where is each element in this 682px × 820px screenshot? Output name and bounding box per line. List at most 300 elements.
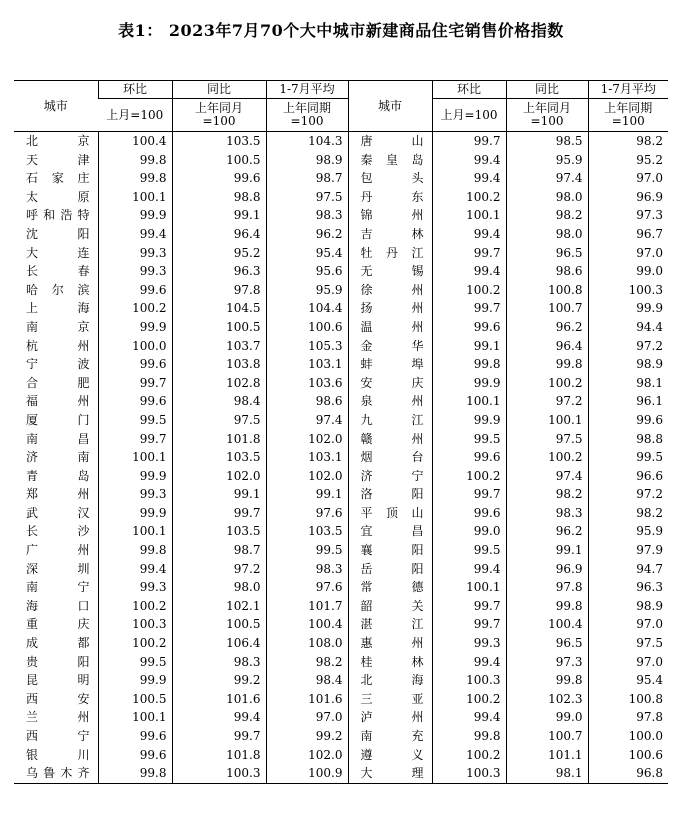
table-row — [14, 578, 668, 597]
mom-value-right: 99.9 — [432, 411, 506, 430]
ytd-value-right: 95.4 — [588, 671, 668, 690]
ytd-value-left: 108.0 — [266, 634, 348, 653]
ytd-value-right: 97.0 — [588, 653, 668, 672]
yoy-value-left: 97.5 — [172, 411, 266, 430]
table-row — [14, 690, 668, 709]
mom-value-left: 99.3 — [98, 244, 172, 263]
city-name-text: 海口 — [26, 598, 90, 613]
ytd-value-left: 99.5 — [266, 541, 348, 560]
ytd-value-right: 99.9 — [588, 299, 668, 318]
city-name-text: 重庆 — [26, 617, 90, 632]
city-name-text: 泸州 — [360, 710, 424, 725]
mom-value-right: 99.7 — [432, 597, 506, 616]
yoy-value-right: 97.2 — [506, 392, 588, 411]
mom-value-left: 99.3 — [98, 485, 172, 504]
city-name-left — [14, 299, 98, 318]
city-name-text: 韶关 — [360, 598, 424, 613]
city-name-text: 锦州 — [360, 208, 424, 223]
table-row — [14, 318, 668, 337]
city-name-text: 济宁 — [360, 468, 424, 483]
city-name-left — [14, 578, 98, 597]
city-name-text: 呼和浩特 — [26, 208, 90, 223]
ytd-value-left: 97.5 — [266, 188, 348, 207]
city-name-text: 合肥 — [26, 375, 90, 390]
table-row — [14, 560, 668, 579]
table-row — [14, 504, 668, 523]
ytd-value-right: 96.9 — [588, 188, 668, 207]
ytd-value-left: 95.9 — [266, 281, 348, 300]
ytd-value-right: 98.1 — [588, 374, 668, 393]
city-name-left — [14, 392, 98, 411]
table-row — [14, 764, 668, 783]
ytd-value-right: 98.9 — [588, 597, 668, 616]
city-name-right — [348, 504, 432, 523]
yoy-value-left: 103.5 — [172, 448, 266, 467]
yoy-value-left: 98.0 — [172, 578, 266, 597]
city-name-text: 广州 — [26, 543, 90, 558]
yoy-value-left: 98.8 — [172, 188, 266, 207]
table-row — [14, 727, 668, 746]
city-name-right — [348, 727, 432, 746]
city-name-text: 秦皇岛 — [360, 152, 424, 167]
city-name-right — [348, 430, 432, 449]
city-name-left — [14, 281, 98, 300]
yoy-value-right: 99.8 — [506, 671, 588, 690]
ytd-value-left: 102.0 — [266, 467, 348, 486]
header-ytd-right: 1-7月平均 — [588, 81, 668, 99]
mom-value-left: 100.5 — [98, 690, 172, 709]
ytd-value-left: 98.3 — [266, 560, 348, 579]
mom-value-right: 100.3 — [432, 764, 506, 783]
city-name-left — [14, 615, 98, 634]
mom-value-left: 100.4 — [98, 132, 172, 151]
city-name-right — [348, 151, 432, 170]
city-name-text: 宜昌 — [360, 524, 424, 539]
yoy-value-right: 97.4 — [506, 169, 588, 188]
table-row — [14, 671, 668, 690]
ytd-value-right: 94.7 — [588, 560, 668, 579]
ytd-value-left: 98.3 — [266, 206, 348, 225]
mom-value-right: 99.4 — [432, 225, 506, 244]
ytd-value-right: 96.1 — [588, 392, 668, 411]
mom-value-left: 99.5 — [98, 411, 172, 430]
city-name-left — [14, 430, 98, 449]
city-name-right — [348, 355, 432, 374]
ytd-value-right: 97.8 — [588, 708, 668, 727]
city-name-left — [14, 708, 98, 727]
yoy-value-right: 95.9 — [506, 151, 588, 170]
city-name-text: 青岛 — [26, 468, 90, 483]
table-row — [14, 448, 668, 467]
table-row — [14, 355, 668, 374]
yoy-value-right: 100.2 — [506, 448, 588, 467]
city-name-left — [14, 244, 98, 263]
city-name-text: 宁波 — [26, 357, 90, 372]
city-name-text: 大连 — [26, 245, 90, 260]
yoy-value-left: 101.6 — [172, 690, 266, 709]
city-name-text: 吉林 — [360, 226, 424, 241]
yoy-value-left: 100.5 — [172, 318, 266, 337]
header-yoy-base-left: 上年同月 =100 — [172, 99, 266, 132]
mom-value-right: 99.7 — [432, 132, 506, 151]
city-name-left — [14, 188, 98, 207]
table-row — [14, 522, 668, 541]
table-row — [14, 374, 668, 393]
city-name-right — [348, 206, 432, 225]
city-name-text: 上海 — [26, 301, 90, 316]
city-name-left — [14, 634, 98, 653]
mom-value-right: 99.5 — [432, 430, 506, 449]
mom-value-right: 99.8 — [432, 355, 506, 374]
ytd-value-right: 98.9 — [588, 355, 668, 374]
header-ytd-base-right: 上年同期 =100 — [588, 99, 668, 132]
mom-value-left: 99.9 — [98, 504, 172, 523]
ytd-value-left: 103.1 — [266, 355, 348, 374]
price-index-table — [14, 80, 668, 784]
ytd-value-left: 98.6 — [266, 392, 348, 411]
table-row — [14, 132, 668, 151]
city-name-left — [14, 225, 98, 244]
ytd-value-left: 105.3 — [266, 337, 348, 356]
city-name-text: 三亚 — [360, 691, 424, 706]
ytd-value-left: 99.1 — [266, 485, 348, 504]
yoy-value-right: 97.4 — [506, 467, 588, 486]
header-city-right: 城市 — [348, 81, 432, 132]
yoy-value-right: 96.2 — [506, 522, 588, 541]
city-name-left — [14, 485, 98, 504]
city-name-text: 太原 — [26, 189, 90, 204]
yoy-value-left: 96.3 — [172, 262, 266, 281]
city-name-text: 沈阳 — [26, 226, 90, 241]
table-row — [14, 392, 668, 411]
ytd-value-left: 100.6 — [266, 318, 348, 337]
city-name-text: 九江 — [360, 412, 424, 427]
mom-value-left: 99.8 — [98, 541, 172, 560]
ytd-value-right: 95.9 — [588, 522, 668, 541]
table-row — [14, 708, 668, 727]
mom-value-right: 99.6 — [432, 318, 506, 337]
mom-value-left: 99.4 — [98, 560, 172, 579]
city-name-right — [348, 188, 432, 207]
mom-value-right: 100.2 — [432, 690, 506, 709]
table-row — [14, 485, 668, 504]
table-row — [14, 467, 668, 486]
yoy-value-right: 99.8 — [506, 355, 588, 374]
city-name-right — [348, 392, 432, 411]
city-name-text: 南充 — [360, 729, 424, 743]
city-name-left — [14, 262, 98, 281]
mom-value-right: 100.2 — [432, 746, 506, 765]
city-name-text: 洛阳 — [360, 487, 424, 502]
city-name-left — [14, 337, 98, 356]
yoy-value-left: 100.5 — [172, 615, 266, 634]
table-row — [14, 597, 668, 616]
table-row — [14, 615, 668, 634]
city-name-text: 石家庄 — [26, 171, 90, 186]
yoy-value-left: 98.3 — [172, 653, 266, 672]
yoy-value-right: 101.1 — [506, 746, 588, 765]
yoy-value-right: 98.2 — [506, 485, 588, 504]
city-name-left — [14, 541, 98, 560]
yoy-value-right: 96.9 — [506, 560, 588, 579]
mom-value-right: 99.6 — [432, 504, 506, 523]
mom-value-right: 99.4 — [432, 560, 506, 579]
city-name-text: 无锡 — [360, 264, 424, 279]
city-name-text: 襄阳 — [360, 543, 424, 558]
mom-value-left: 99.9 — [98, 671, 172, 690]
city-name-text: 南京 — [26, 319, 90, 334]
city-name-text: 烟台 — [360, 450, 424, 465]
city-name-right — [348, 448, 432, 467]
ytd-value-left: 100.4 — [266, 615, 348, 634]
city-name-right — [348, 299, 432, 318]
city-name-left — [14, 597, 98, 616]
yoy-value-right: 97.8 — [506, 578, 588, 597]
city-name-right — [348, 746, 432, 765]
header-ytd-left: 1-7月平均 — [266, 81, 348, 99]
mom-value-left: 99.5 — [98, 653, 172, 672]
city-name-text: 常德 — [360, 580, 424, 595]
yoy-value-right: 98.1 — [506, 764, 588, 783]
yoy-value-right: 96.5 — [506, 634, 588, 653]
mom-value-left: 99.7 — [98, 430, 172, 449]
city-name-left — [14, 727, 98, 746]
mom-value-left: 99.7 — [98, 374, 172, 393]
city-name-text: 天津 — [26, 152, 90, 167]
city-name-right — [348, 411, 432, 430]
mom-value-right: 99.3 — [432, 634, 506, 653]
city-name-text: 福州 — [26, 394, 90, 409]
ytd-value-left: 98.7 — [266, 169, 348, 188]
ytd-value-left: 99.2 — [266, 727, 348, 746]
mom-value-right: 99.4 — [432, 151, 506, 170]
ytd-value-right: 97.0 — [588, 615, 668, 634]
city-name-text: 济南 — [26, 450, 90, 465]
city-name-text: 杭州 — [26, 338, 90, 353]
ytd-value-right: 100.3 — [588, 281, 668, 300]
table-row — [14, 281, 668, 300]
city-name-right — [348, 467, 432, 486]
header-yoy-base-right: 上年同月 =100 — [506, 99, 588, 132]
yoy-value-right: 96.2 — [506, 318, 588, 337]
yoy-value-right: 100.7 — [506, 299, 588, 318]
city-name-text: 南宁 — [26, 580, 90, 595]
mom-value-right: 100.1 — [432, 578, 506, 597]
header-yoy-right: 同比 — [506, 81, 588, 99]
city-name-text: 武汉 — [26, 505, 90, 520]
table-row — [14, 634, 668, 653]
table-row — [14, 262, 668, 281]
city-name-right — [348, 281, 432, 300]
table-row — [14, 653, 668, 672]
city-name-text: 温州 — [360, 319, 424, 334]
table-row — [14, 411, 668, 430]
mom-value-right: 100.1 — [432, 206, 506, 225]
city-name-right — [348, 522, 432, 541]
city-name-text: 厦门 — [26, 412, 90, 427]
yoy-value-left: 100.5 — [172, 151, 266, 170]
yoy-value-right: 98.3 — [506, 504, 588, 523]
table-row — [14, 188, 668, 207]
header-mom-base-right: 上月=100 — [432, 99, 506, 132]
city-name-left — [14, 690, 98, 709]
yoy-value-right: 99.0 — [506, 708, 588, 727]
mom-value-left: 99.8 — [98, 764, 172, 783]
ytd-value-left: 97.4 — [266, 411, 348, 430]
city-name-left — [14, 169, 98, 188]
city-name-text: 成都 — [26, 636, 90, 651]
header-ytd-base-left: 上年同期 =100 — [266, 99, 348, 132]
ytd-value-left: 95.4 — [266, 244, 348, 263]
yoy-value-right: 98.2 — [506, 206, 588, 225]
ytd-value-right: 97.3 — [588, 206, 668, 225]
mom-value-left: 99.9 — [98, 206, 172, 225]
mom-value-right: 99.4 — [432, 708, 506, 727]
mom-value-left: 99.9 — [98, 467, 172, 486]
mom-value-right: 99.5 — [432, 541, 506, 560]
mom-value-left: 100.2 — [98, 299, 172, 318]
city-name-left — [14, 132, 98, 151]
yoy-value-left: 96.4 — [172, 225, 266, 244]
city-name-text: 湛江 — [360, 617, 424, 632]
city-name-right — [348, 560, 432, 579]
city-name-right — [348, 318, 432, 337]
ytd-value-left: 98.2 — [266, 653, 348, 672]
city-name-text: 大理 — [360, 766, 424, 781]
city-name-text: 哈尔滨 — [26, 282, 90, 297]
ytd-value-right: 96.8 — [588, 764, 668, 783]
ytd-value-left: 95.6 — [266, 262, 348, 281]
yoy-value-left: 99.1 — [172, 206, 266, 225]
ytd-value-right: 97.2 — [588, 337, 668, 356]
city-name-left — [14, 764, 98, 783]
city-name-right — [348, 244, 432, 263]
ytd-value-right: 100.8 — [588, 690, 668, 709]
city-name-text: 徐州 — [360, 282, 424, 297]
table-row — [14, 169, 668, 188]
city-name-right — [348, 597, 432, 616]
city-name-text: 郑州 — [26, 487, 90, 502]
city-name-text: 蚌埠 — [360, 357, 424, 372]
city-name-text: 唐山 — [360, 134, 424, 148]
mom-value-left: 99.6 — [98, 392, 172, 411]
mom-value-left: 100.1 — [98, 522, 172, 541]
city-name-left — [14, 355, 98, 374]
city-name-right — [348, 615, 432, 634]
ytd-value-left: 102.0 — [266, 746, 348, 765]
city-name-text: 深圳 — [26, 561, 90, 576]
ytd-value-left: 98.9 — [266, 151, 348, 170]
city-name-left — [14, 318, 98, 337]
city-name-right — [348, 653, 432, 672]
yoy-value-left: 102.1 — [172, 597, 266, 616]
yoy-value-left: 103.5 — [172, 522, 266, 541]
yoy-value-left: 99.1 — [172, 485, 266, 504]
ytd-value-right: 98.8 — [588, 430, 668, 449]
yoy-value-right: 99.1 — [506, 541, 588, 560]
city-name-text: 南昌 — [26, 431, 90, 446]
city-name-text: 赣州 — [360, 431, 424, 446]
city-name-right — [348, 374, 432, 393]
table-body — [14, 132, 668, 784]
table-row — [14, 206, 668, 225]
city-name-right — [348, 708, 432, 727]
city-name-text: 北京 — [26, 134, 90, 148]
ytd-value-left: 100.9 — [266, 764, 348, 783]
mom-value-left: 100.1 — [98, 448, 172, 467]
ytd-value-left: 97.6 — [266, 504, 348, 523]
mom-value-right: 99.4 — [432, 169, 506, 188]
city-name-left — [14, 560, 98, 579]
yoy-value-left: 99.2 — [172, 671, 266, 690]
ytd-value-right: 100.0 — [588, 727, 668, 746]
yoy-value-left: 99.4 — [172, 708, 266, 727]
mom-value-left: 100.1 — [98, 708, 172, 727]
table-row — [14, 430, 668, 449]
table-row — [14, 541, 668, 560]
city-name-text: 平顶山 — [360, 505, 424, 520]
table-row — [14, 225, 668, 244]
mom-value-left: 99.9 — [98, 318, 172, 337]
mom-value-right: 99.7 — [432, 244, 506, 263]
city-name-right — [348, 764, 432, 783]
ytd-value-left: 97.0 — [266, 708, 348, 727]
city-name-right — [348, 541, 432, 560]
mom-value-right: 99.4 — [432, 262, 506, 281]
city-name-right — [348, 671, 432, 690]
yoy-value-left: 103.5 — [172, 132, 266, 151]
city-name-right — [348, 262, 432, 281]
table-row — [14, 151, 668, 170]
city-name-text: 牡丹江 — [360, 245, 424, 260]
ytd-value-left: 103.5 — [266, 522, 348, 541]
mom-value-left: 100.2 — [98, 597, 172, 616]
table-title: 表1： 2023年7月70个大中城市新建商品住宅销售价格指数 — [118, 21, 564, 40]
ytd-value-right: 99.0 — [588, 262, 668, 281]
ytd-value-right: 100.6 — [588, 746, 668, 765]
city-name-text: 包头 — [360, 171, 424, 186]
ytd-value-left: 101.7 — [266, 597, 348, 616]
table-row — [14, 244, 668, 263]
yoy-value-right: 100.4 — [506, 615, 588, 634]
yoy-value-left: 97.2 — [172, 560, 266, 579]
yoy-value-right: 98.6 — [506, 262, 588, 281]
ytd-value-left: 101.6 — [266, 690, 348, 709]
yoy-value-left: 99.6 — [172, 169, 266, 188]
mom-value-right: 99.7 — [432, 485, 506, 504]
header-mom-right: 环比 — [432, 81, 506, 99]
city-name-left — [14, 411, 98, 430]
mom-value-right: 100.2 — [432, 188, 506, 207]
yoy-value-right: 98.5 — [506, 132, 588, 151]
mom-value-left: 99.8 — [98, 169, 172, 188]
mom-value-left: 100.3 — [98, 615, 172, 634]
yoy-value-right: 100.2 — [506, 374, 588, 393]
ytd-value-left: 97.6 — [266, 578, 348, 597]
ytd-value-right: 96.6 — [588, 467, 668, 486]
city-name-left — [14, 151, 98, 170]
ytd-value-right: 99.6 — [588, 411, 668, 430]
ytd-value-right: 96.7 — [588, 225, 668, 244]
city-name-text: 安庆 — [360, 375, 424, 390]
city-name-text: 西宁 — [26, 729, 90, 743]
mom-value-right: 99.8 — [432, 727, 506, 746]
ytd-value-right: 99.5 — [588, 448, 668, 467]
city-name-text: 岳阳 — [360, 561, 424, 576]
city-name-left — [14, 653, 98, 672]
city-name-text: 丹东 — [360, 189, 424, 204]
city-name-left — [14, 504, 98, 523]
